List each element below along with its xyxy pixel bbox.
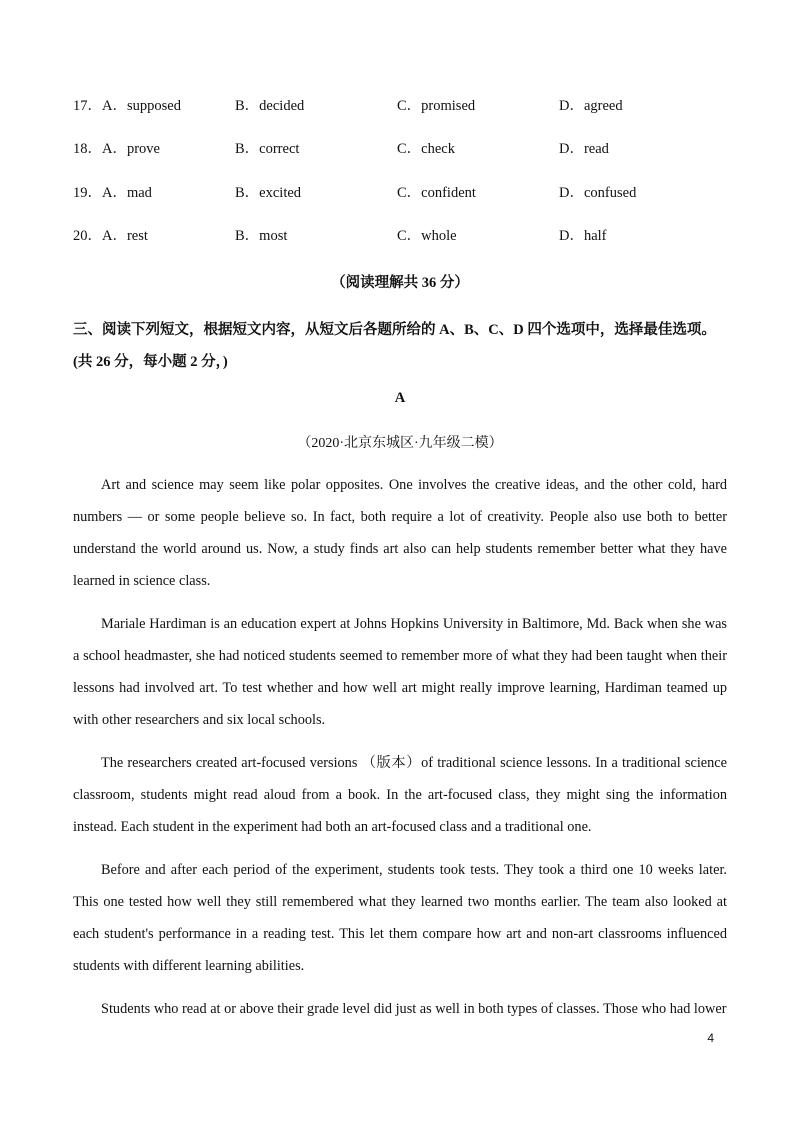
question-19-option-a[interactable] xyxy=(73,183,152,203)
question-20 xyxy=(73,226,733,269)
question-17-option-b[interactable]: B．decided xyxy=(235,98,305,114)
passage-source: （2020·北京东城区·九年级二模） xyxy=(297,436,503,451)
multiple-choice-options xyxy=(73,96,733,269)
passage-paragraph-4: Before and after each period of the experiment, students took tests. They took a third one 10 weeks later. This one tested how well they still remembered what they learned two months earlier. The team also looked at each student's performance in a reading test. This let them compare how art and non-art classrooms influenced students with different learning abilities. xyxy=(73,862,727,974)
question-20-option-d[interactable]: D．half xyxy=(559,227,607,244)
question-19-option-b[interactable]: B．excited xyxy=(235,184,302,201)
question-17-option-a[interactable] xyxy=(73,96,181,116)
option-text: A．supposed xyxy=(102,98,181,114)
passage-letter: A xyxy=(394,390,406,406)
section-title: （阅读理解共 36 分） xyxy=(331,275,469,291)
option-text: A．prove xyxy=(102,141,160,158)
passage-paragraph-1: Art and science may seem like polar opposites. One involves the creative ideas, and the other cold, hard numbers — or some people believe so. In fact, both require a lot of creativity. People also use both to better understand the world around us. Now, a study finds art also can help students remember better what they have learned in science class. xyxy=(73,477,727,589)
option-text: A．rest xyxy=(102,227,148,244)
question-17 xyxy=(73,96,733,139)
question-17-option-d[interactable]: D．agreed xyxy=(559,98,623,114)
question-number: 17． xyxy=(73,98,102,114)
question-18 xyxy=(73,139,733,182)
option-text: A．mad xyxy=(102,184,152,201)
question-number: 18． xyxy=(73,141,102,158)
question-17-option-c[interactable]: C．promised xyxy=(397,98,476,114)
passage-paragraph-3: The researchers created art-focused versions （版本）of traditional science lessons. In a traditional science classroom, students might read aloud from a book. In the art-focused class, they might sing the information instead. Each student in the experiment had both an art-focused class and a traditional one. xyxy=(73,755,727,835)
page-number: 4 xyxy=(707,1031,714,1045)
question-18-option-d[interactable]: D．read xyxy=(559,141,609,158)
question-19 xyxy=(73,183,733,226)
question-number: 20． xyxy=(73,227,102,244)
question-20-option-c[interactable]: C．whole xyxy=(397,227,457,244)
question-number: 19． xyxy=(73,184,102,201)
question-19-option-c[interactable]: C．confident xyxy=(397,184,476,201)
passage-paragraph-5: Students who read at or above their grade level did just as well in both types of classes. Those who had lower xyxy=(101,1001,727,1017)
section-instructions: 三、阅读下列短文，根据短文内容，从短文后各题所给的 A、B、C、D 四个选项中，选择最佳选项。(共 26 分，每小题 2 分，) xyxy=(73,322,716,370)
question-18-option-b[interactable]: B．correct xyxy=(235,141,300,158)
passage-paragraph-2: Mariale Hardiman is an education expert at Johns Hopkins University in Baltimore, Md. Back when she was a school headmaster, she had noticed students seemed to remember more of what they had been taught when their lessons had involved art. To test whether and how well art might really improve learning, Hardiman teamed up with other researchers and six local schools. xyxy=(73,616,727,728)
question-20-option-b[interactable]: B．most xyxy=(235,227,288,244)
question-18-option-c[interactable]: C．check xyxy=(397,141,455,158)
question-19-option-d[interactable]: D．confused xyxy=(559,184,637,201)
question-18-option-a[interactable] xyxy=(73,139,160,159)
question-20-option-a[interactable] xyxy=(73,226,148,246)
